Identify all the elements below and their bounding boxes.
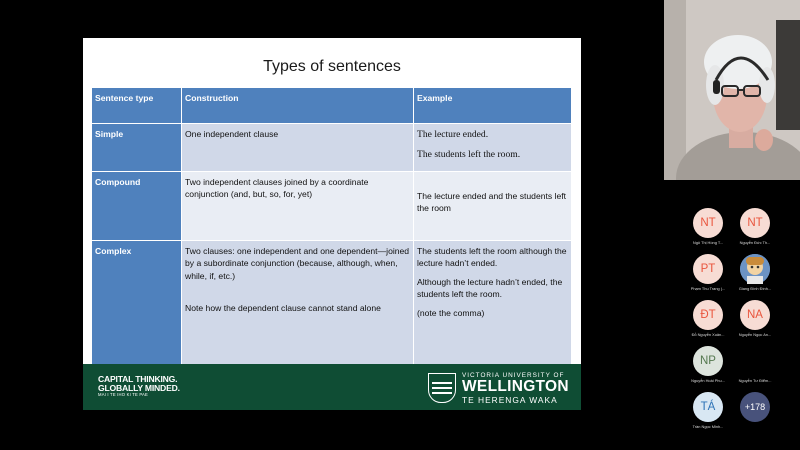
row-construction <box>182 172 413 240</box>
row-example <box>414 241 571 369</box>
table-row <box>92 241 571 369</box>
row-example <box>414 172 571 240</box>
participant-name: Giang Đình Đình... <box>738 286 772 291</box>
participant-name: Phạm Thu Trang (... <box>690 286 726 291</box>
participant-name: Trần Ngọc Minh... <box>692 424 724 429</box>
header-sentence-type: Sentence type <box>92 88 181 123</box>
row-type: Compound <box>92 172 181 240</box>
university-name-maori: TE HERENGA WAKA <box>462 394 558 405</box>
participant-name: Nguyễn Tư Điểm... <box>738 378 772 383</box>
participant-name: Ngô Thị Hồng T... <box>692 240 724 245</box>
tagline-line: CAPITAL THINKING. <box>98 374 178 384</box>
university-name-line: VICTORIA UNIVERSITY OF <box>462 372 565 379</box>
participant-photo <box>740 254 770 284</box>
participant-avatar[interactable]: ĐT <box>693 300 723 330</box>
example-text: The students left the room. <box>417 148 521 160</box>
participant-name: Nguyễn Đức Th... <box>739 240 771 245</box>
university-tagline <box>98 375 180 397</box>
header-example: Example <box>414 88 571 123</box>
row-construction <box>182 241 413 369</box>
table-row <box>92 172 571 240</box>
participant-avatar[interactable]: NP <box>693 346 723 376</box>
participant-name: Nguyễn Ngọc An... <box>738 332 772 337</box>
presenter-video[interactable] <box>664 0 800 180</box>
participant-name: Đỗ Nguyễn Xuân... <box>691 332 725 337</box>
tagline-maori: MAI I TE IHO KI TE PAE <box>98 392 149 398</box>
example-text: The lecture ended and the students left the room <box>417 190 567 214</box>
participant-avatar[interactable]: NA <box>740 300 770 330</box>
row-construction <box>182 124 413 171</box>
table-header-row <box>92 88 571 123</box>
sentence-types-table <box>91 87 572 370</box>
presenter-video-image <box>664 0 800 180</box>
more-participants-button[interactable]: +178 <box>740 392 770 422</box>
row-type: Complex <box>92 241 181 369</box>
row-example <box>414 124 571 171</box>
participant-name: Nguyễn Hoài Phu... <box>691 378 725 383</box>
participant-avatar[interactable]: TÁ <box>693 392 723 422</box>
university-crest-icon <box>428 373 456 403</box>
tagline-line: GLOBALLY MINDED. <box>98 383 180 394</box>
table-row <box>92 124 571 171</box>
construction-text: One independent clause <box>185 129 279 139</box>
participant-avatar[interactable] <box>740 254 770 284</box>
construction-text: Two clauses: one independent and one dependent—joined by a subordinate conjunction (because, although, when, while, if, etc.) <box>185 245 410 281</box>
participant-avatar[interactable] <box>740 346 770 376</box>
example-text: Although the lecture hadn’t ended, the students left the room. <box>417 276 563 300</box>
participant-avatar[interactable]: PT <box>693 254 723 284</box>
participant-avatar[interactable]: NT <box>693 208 723 238</box>
example-text: The students left the room although the lecture hadn’t ended. <box>417 245 567 269</box>
example-text: (note the comma) <box>417 307 485 318</box>
example-text: The lecture ended. <box>417 129 489 140</box>
construction-text: Two independent clauses joined by a coordinate conjunction (and, but, so, for, yet) <box>185 176 369 200</box>
shared-slide <box>83 38 581 410</box>
university-name-main: WELLINGTON <box>462 378 569 395</box>
participant-avatar[interactable]: NT <box>740 208 770 238</box>
header-construction: Construction <box>182 88 413 123</box>
row-type: Simple <box>92 124 181 171</box>
university-logo <box>462 372 569 405</box>
slide-footer <box>83 364 581 410</box>
construction-text: Note how the dependent clause cannot stand alone <box>185 303 381 314</box>
slide-title: Types of sentences <box>263 58 401 75</box>
